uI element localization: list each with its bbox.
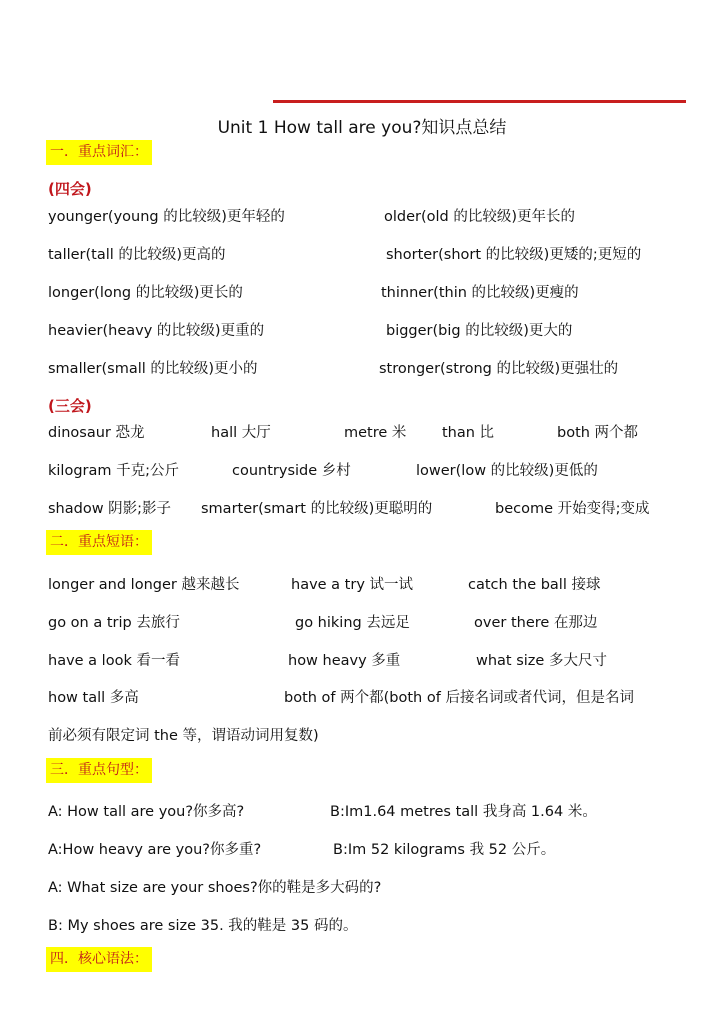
sentence-answer: B: My shoes are size 35. 我的鞋是 35 码的。 <box>48 918 358 934</box>
sentence-question: A:How heavy are you?你多重? <box>48 842 262 858</box>
subheading-three: (三会) <box>48 397 92 415</box>
sentence-question: A: What size are your shoes?你的鞋是多大码的? <box>48 880 382 896</box>
vocab-item: kilogram 千克;公斤 <box>48 463 179 479</box>
phrase-row <box>0 611 724 631</box>
phrase-note <box>0 724 724 744</box>
sentence-row <box>0 800 724 820</box>
vocab-row <box>0 243 724 263</box>
phrase-row <box>0 573 724 593</box>
sentence-row <box>0 838 724 858</box>
vocab-row <box>0 205 724 225</box>
vocab-item: older(old 的比较级)更年长的 <box>384 209 576 225</box>
section-heading-vocabulary: 一．重点词汇： <box>46 140 152 165</box>
phrase-item: longer and longer 越来越长 <box>48 577 240 593</box>
phrase-item: have a try 试一试 <box>291 577 414 593</box>
phrase-item: catch the ball 接球 <box>468 577 601 593</box>
vocab-item: lower(low 的比较级)更低的 <box>416 463 598 479</box>
vocab-row <box>0 357 724 377</box>
vocab-row <box>0 421 724 441</box>
vocab-row <box>0 497 724 517</box>
phrase-item: go on a trip 去旅行 <box>48 615 180 631</box>
phrase-row <box>0 686 724 706</box>
phrase-item: how heavy 多重 <box>288 653 401 669</box>
vocab-item: metre 米 <box>344 425 407 441</box>
page-title: Unit 1 How tall are you?知识点总结 <box>217 118 507 138</box>
section-heading-phrases: 二．重点短语： <box>46 530 152 555</box>
vocab-item: bigger(big 的比较级)更大的 <box>386 323 573 339</box>
subheading-four: (四会) <box>48 180 92 198</box>
phrase-row <box>0 649 724 669</box>
phrase-item: both of 两个都(both of 后接名词或者代词，但是名词 <box>284 690 634 706</box>
vocab-row <box>0 459 724 479</box>
phrase-item: have a look 看一看 <box>48 653 180 669</box>
vocab-item: than 比 <box>442 425 495 441</box>
phrase-item: go hiking 去远足 <box>295 615 410 631</box>
section-heading-sentences: 三．重点句型： <box>46 758 152 783</box>
vocab-item: smaller(small 的比较级)更小的 <box>48 361 258 377</box>
sentence-question: A: How tall are you?你多高? <box>48 804 245 820</box>
phrase-item: how tall 多高 <box>48 690 139 706</box>
sentence-row <box>0 914 724 934</box>
vocab-item: become 开始变得;变成 <box>495 501 650 517</box>
vocab-item: smarter(smart 的比较级)更聪明的 <box>201 501 433 517</box>
sentence-row <box>0 876 724 896</box>
phrase-item: over there 在那边 <box>474 615 598 631</box>
vocab-item: younger(young 的比较级)更年轻的 <box>48 209 285 225</box>
phrase-item: what size 多大尺寸 <box>476 653 607 669</box>
vocab-item: dinosaur 恐龙 <box>48 425 145 441</box>
vocab-item: shorter(short 的比较级)更矮的;更短的 <box>386 247 642 263</box>
vocab-item: heavier(heavy 的比较级)更重的 <box>48 323 265 339</box>
vocab-item: countryside 乡村 <box>232 463 351 479</box>
vocab-item: longer(long 的比较级)更长的 <box>48 285 243 301</box>
vocab-item: shadow 阴影;影子 <box>48 501 172 517</box>
section-heading-grammar: 四．核心语法： <box>46 947 152 972</box>
phrase-note-text: 前必须有限定词 the 等，谓语动词用复数) <box>48 728 319 744</box>
vocab-row <box>0 319 724 339</box>
sentence-answer: B:Im 52 kilograms 我 52 公斤。 <box>333 842 556 858</box>
vocab-item: taller(tall 的比较级)更高的 <box>48 247 226 263</box>
header-rule <box>273 100 686 103</box>
vocab-item: stronger(strong 的比较级)更强壮的 <box>379 361 619 377</box>
vocab-item: both 两个都 <box>557 425 639 441</box>
vocab-item: hall 大厅 <box>211 425 271 441</box>
vocab-item: thinner(thin 的比较级)更瘦的 <box>381 285 579 301</box>
sentence-answer: B:Im1.64 metres tall 我身高 1.64 米。 <box>330 804 597 820</box>
vocab-row <box>0 281 724 301</box>
